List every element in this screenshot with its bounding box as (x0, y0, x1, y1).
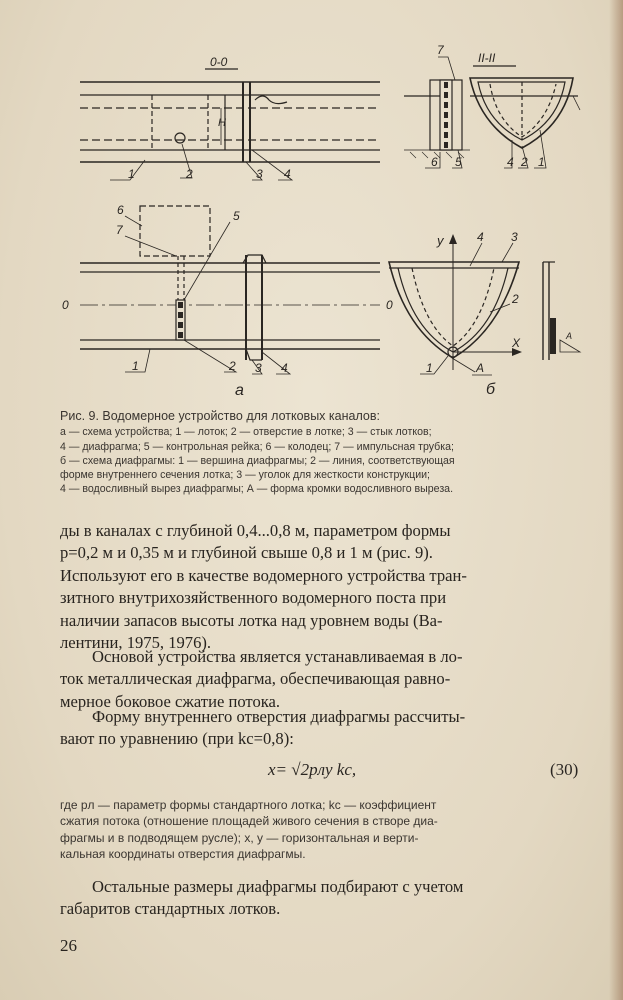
label-II-2: 2 (521, 155, 528, 169)
label-a-4: 4 (281, 361, 288, 375)
label-view-a: а (235, 382, 244, 399)
diaphragm-view-b (389, 230, 580, 398)
label-a-0-left: 0 (62, 298, 69, 312)
label-H: H (218, 117, 226, 129)
text-line: наличии запасов высоты лотка над уровнем воды (Ва- (60, 610, 443, 630)
legend-line: сжатия потока (отношение площадей живого сечения в створе диа- (60, 814, 438, 829)
paragraph-3 (60, 706, 600, 751)
label-top-4: 4 (284, 167, 291, 181)
paragraph-2 (60, 646, 600, 713)
figure-caption (60, 409, 600, 497)
label-b-1: 1 (426, 361, 433, 375)
paragraph-4 (60, 876, 600, 921)
label-section-00: 0-0 (210, 55, 228, 69)
section-0-0-drawing (80, 55, 380, 181)
page-number: 26 (60, 936, 77, 955)
label-b-A: A (476, 361, 485, 375)
label-axis-y: y (437, 233, 444, 248)
label-II-5: 5 (455, 155, 462, 169)
label-II-4: 4 (507, 155, 514, 169)
equation-30 (0, 760, 623, 788)
caption-line: 4 — диафрагма; 5 — контрольная рейка; 6 — колодец; 7 — импульсная трубка; (60, 440, 454, 453)
text-line: Основой устройства является устанавливаемая в ло- (92, 647, 463, 666)
equation-legend (60, 797, 600, 862)
equation-body: x= √2pлy kc, (268, 760, 357, 779)
legend-line: фрагмы и в подводящем русле); x, y — горизонтальная и верти- (60, 830, 419, 845)
text-line: Остальные размеры диафрагмы подбирают с учетом (92, 877, 464, 896)
label-top-1: 1 (128, 167, 135, 181)
label-b-A-detail: A (566, 331, 573, 341)
paragraph-1 (60, 520, 600, 654)
label-II-6: 6 (431, 155, 438, 169)
label-a-6: 6 (117, 203, 124, 217)
label-axis-x: X (512, 336, 521, 350)
label-a-1: 1 (132, 359, 139, 373)
label-b-3: 3 (511, 230, 518, 244)
caption-line: б — схема диафрагмы: 1 — вершина диафрагмы; 2 — линия, соответствующая (60, 454, 455, 467)
label-view-b: б (486, 381, 495, 398)
legend-line: где pл — параметр формы стандартного лотка; kc — коэффициент (60, 798, 437, 812)
text-line: мерное боковое сжатие потока. (60, 691, 281, 711)
caption-line: 4 — водосливный вырез диафрагмы; А — форма кромки водосливного выреза. (60, 483, 454, 496)
text-line: Используют его в качестве водомерного устройства тран- (60, 565, 467, 585)
section-II-II-drawing (404, 43, 580, 169)
caption-line: форме внутреннего сечения лотка; 3 — уголок для жесткости конструкции; (60, 469, 430, 482)
label-section-II: II-II (478, 51, 496, 65)
label-top-3: 3 (256, 167, 263, 181)
label-a-2: 2 (229, 359, 236, 373)
label-a-5: 5 (233, 209, 240, 223)
text-line: лентини, 1975, 1976). (60, 633, 212, 653)
label-a-3: 3 (255, 361, 262, 375)
text-line: p=0,2 м и 0,35 м и глубиной свыше 0,8 и 1 м (рис. 9). (60, 543, 433, 563)
text-line: вают по уравнению (при kc=0,8): (60, 729, 294, 749)
caption-line: а — схема устройства; 1 — лоток; 2 — отверстие в лотке; 3 — стык лотков; (60, 426, 432, 439)
text-line: ток металлическая диафрагма, обеспечивающая равно- (60, 669, 451, 689)
label-II-1: 1 (538, 155, 545, 169)
text-line: ды в каналах с глубиной 0,4...0,8 м, параметром формы (60, 521, 451, 540)
label-top-7: 7 (437, 43, 444, 57)
label-b-2: 2 (512, 292, 519, 306)
plan-view-a (62, 203, 393, 399)
label-a-0-right: 0 (386, 298, 393, 312)
legend-line: кальная координаты отверстия диафрагмы. (60, 846, 306, 861)
figure-9 (0, 0, 623, 400)
label-top-2: 2 (186, 167, 193, 181)
text-line: габаритов стандартных лотков. (60, 899, 281, 919)
label-a-7: 7 (116, 223, 123, 237)
caption-title: Рис. 9. Водомерное устройство для лотковых каналов: (60, 409, 380, 423)
label-b-4: 4 (477, 230, 484, 244)
equation-number: (30) (550, 760, 579, 779)
text-line: Форму внутреннего отверстия диафрагмы рассчиты- (92, 707, 466, 726)
text-line: зитного внутрихозяйственного водомерного поста при (60, 588, 447, 608)
